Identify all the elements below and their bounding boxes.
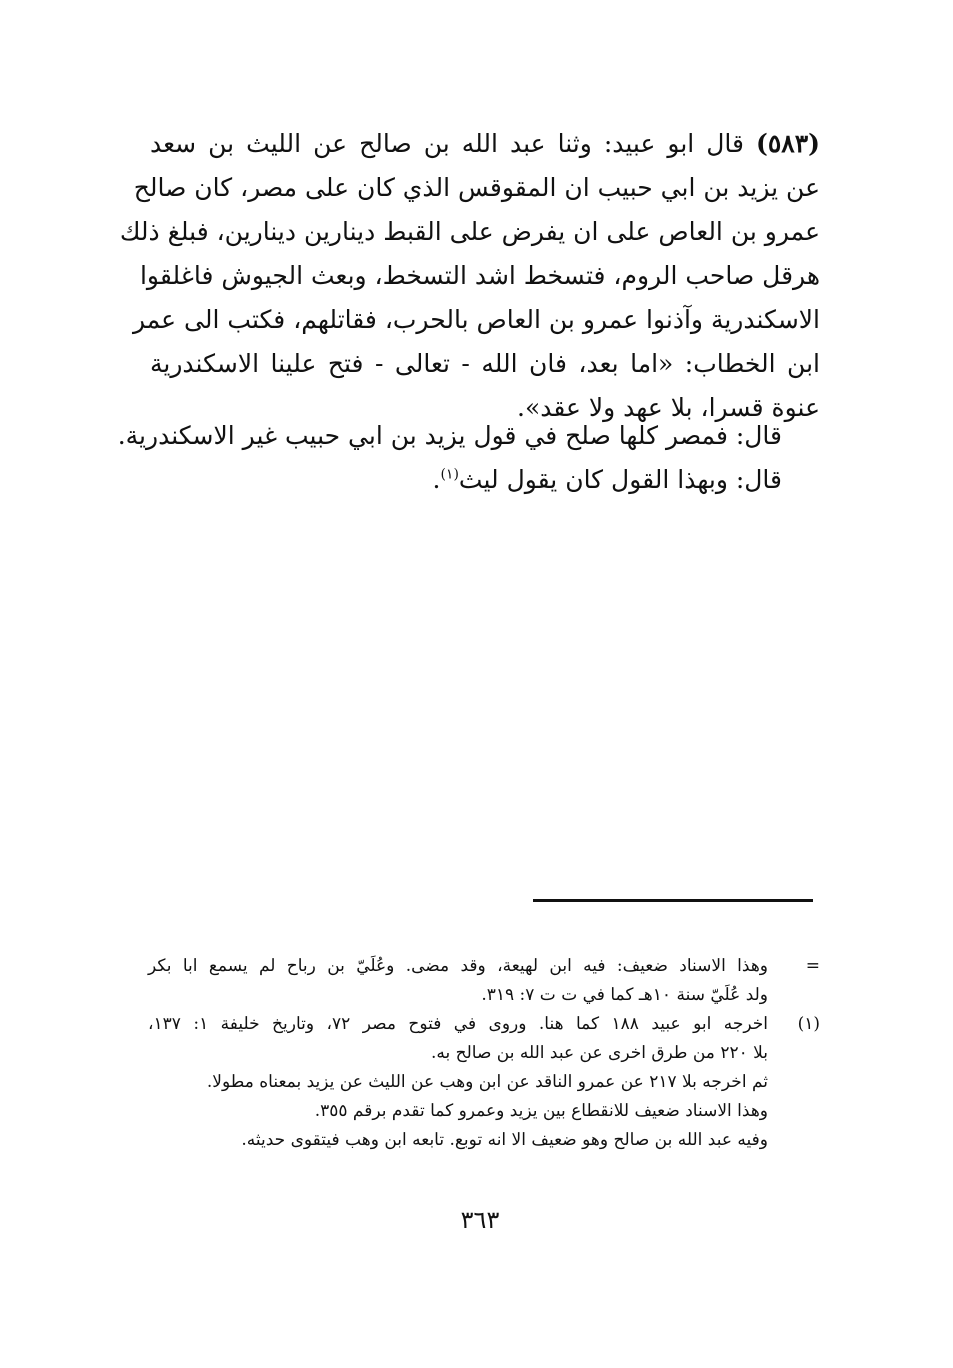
paragraph-line-4: هرقل صاحب الروم، فتسخط اشد التسخط، وبعث الجيوش فاغلقوا [139, 261, 820, 290]
footnote-1-line-4: وهذا الاسناد ضعيف للانقطاع بين يزيد وعمرو كما تقدم برقم ٣٥٥. [314, 1101, 768, 1121]
footnote-1 [148, 1010, 820, 1155]
main-paragraph [119, 122, 820, 430]
footnote-continued-marker: = [805, 956, 820, 976]
paragraph-line-3: عمرو بن العاص على ان يفرض على القبط دينارين دينارين، فبلغ ذلك [119, 217, 820, 246]
footnote-continued-line-2: ولد عُلَيّ سنة ١٠هـ كما في ت ت ٧: ٣١٩. [481, 985, 768, 1005]
footnote-reference: (١) [440, 466, 459, 483]
paragraph-line-2: عن يزيد بن ابي حبيب ان المقوقس الذي كان على مصر، كان صالح [133, 173, 820, 202]
paragraph-line-7: عنوة قسرا، بلا عهد ولا عقد». [517, 393, 820, 422]
footnote-continued-line-1: وهذا الاسناد ضعيف: فيه ابن لهيعة، وقد مضى. وعُلَيّ بن رباح لم يسمع ابا بكر [148, 956, 768, 976]
footnote-1-body [148, 1010, 768, 1155]
footnote-continued [148, 952, 820, 1010]
paragraph-line-1-text: قال ابو عبيد: وثنا عبد الله بن صالح عن الليث بن سعد [150, 129, 744, 158]
qala-statement-2-end: . [432, 465, 441, 494]
qala-statement-1: قال: فمصر كلها صلح في قول يزيد بن ابي حبيب غير الاسكندرية. [117, 421, 782, 450]
footnote-1-line-1: اخرجه ابو عبيد ١٨٨ كما هنا. وروى في فتوح مصر ٧٢، وتاريخ خليفة ١: ١٣٧، [148, 1014, 769, 1034]
footnote-1-marker: (١) [797, 1014, 820, 1034]
qala-statement-2 [150, 458, 782, 502]
qala-statements [117, 414, 782, 502]
paragraph-line-5: الاسكندرية وآذنوا عمرو بن العاص بالحرب، فقاتلهم، فكتب الى عمر [132, 305, 820, 334]
footnote-1-line-2: بلا ٢٢٠ من طرق اخرى عن عبد الله بن صالح به. [430, 1043, 768, 1063]
footnote-divider [533, 899, 813, 902]
paragraph-line-6: ابن الخطاب: «اما بعد، فان الله - تعالى - فتح علينا الاسكندرية [150, 349, 820, 378]
qala-statement-2-text: قال: وبهذا القول كان يقول ليث [458, 465, 782, 494]
entry-number: (٥٨٣) [756, 129, 820, 158]
footnotes-section [148, 952, 820, 1155]
footnote-continued-body [148, 952, 768, 1010]
paragraph-line-1 [150, 122, 820, 166]
footnote-1-line-3: ثم اخرجه بلا ٢١٧ عن عمرو الناقد عن ابن وهب عن الليث عن يزيد بمعناه مطولا. [206, 1072, 768, 1092]
footnote-1-line-5: وفيه عبد الله بن صالح وهو ضعيف الا انه توبع. تابعه ابن وهب فيتقوى حديثه. [241, 1130, 768, 1150]
page-number: ٣٦٣ [460, 1206, 500, 1234]
